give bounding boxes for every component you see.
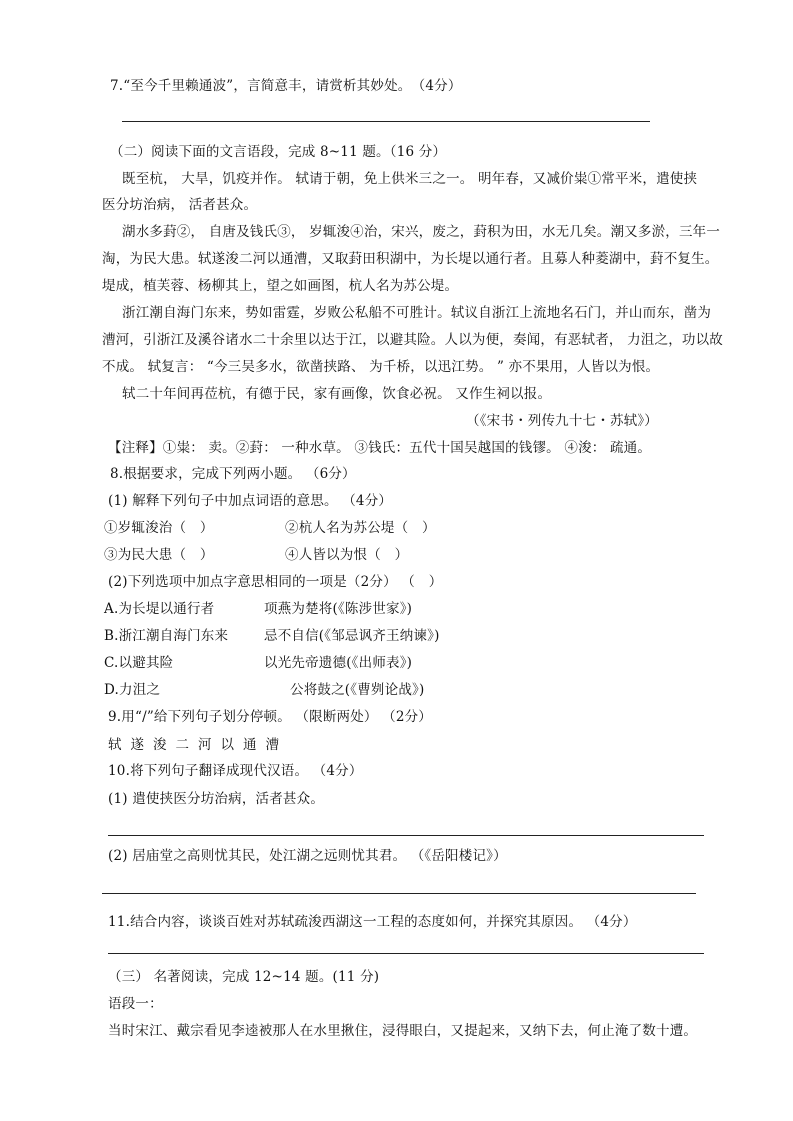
question-10-s2: (2) 居庙堂之高则忧其民，处江湖之远则忧其君。 （《岳阳楼记》） (108, 848, 507, 864)
passage-line: 堤成，植芙蓉、杨柳其上，望之如画图，杭人名为苏公堤。 (102, 278, 459, 294)
question-11: 11.结合内容，谈谈百姓对苏轼疏浚西湖这一工程的态度如何，并探究其原因。 （4分） (108, 914, 637, 930)
option-right: 以光先帝遗德(《出师表》) (264, 655, 413, 671)
option-left: A.为长堤以通行者 (104, 601, 215, 617)
passage-line: 淘，为民大患。轼遂浚二河以通漕，又取葑田积湖中，为长堤以通行者。且募人种菱湖中，葑不复生。 (102, 251, 719, 267)
excerpt-text: 当时宋江、戴宗看见李逵被那人在水里揪住，浸得眼白，又提起来，又纳下去，何止淹了数十遭。 (108, 1023, 698, 1039)
passage-line: 不成。 轼复言： “今三吴多水，欲凿挟路、 为千桥，以迅江势。 ” 亦不果用，人皆以为恨。 (102, 359, 660, 375)
question-8-sub1: (1) 解释下列句子中加点词语的意思。 （4分） (108, 493, 393, 509)
passage-line: 湖水多葑②， 自唐及钱氏③， 岁辄浚④治，宋兴，废之，葑积为田，水无几矣。潮又多淤，三年一 (122, 224, 721, 240)
answer-line (108, 835, 704, 836)
answer-line (108, 953, 704, 954)
question-9: 9.用“/”给下列句子划分停顿。 （限断两处） （2分） (108, 709, 433, 725)
question-7: 7.“至今千里赖通波”，言简意丰，请赏析其妙处。 （4分） (110, 78, 462, 94)
option-right: 忌不自信(《邹忌讽齐王纳谏》) (264, 628, 440, 644)
option-right: 项燕为楚将(《陈涉世家》) (264, 601, 413, 617)
question-8-sub2: (2)下列选项中加点字意思相同的一项是（2分） （ ） (108, 574, 443, 590)
section-2-heading: （二）阅读下面的文言语段，完成 8~11 题。（16 分） (110, 144, 447, 160)
excerpt-label: 语段一： (108, 996, 163, 1012)
question-9-sentence: 轼遂浚二河以通漕 (108, 737, 288, 753)
passage-source: （《宋书・列传九十七・苏轼》） (466, 413, 658, 429)
section-3-heading: （三） 名著阅读，完成 12~14 题。(11 分) (108, 969, 380, 985)
option-left: B.浙江潮自海门东来 (104, 628, 229, 644)
passage-line: 漕河，引浙江及溪谷诸水二十余里以达于江，以避其险。人以为便，奏闻，有恶轼者， 力沮之，功以故 (102, 332, 723, 348)
option-left: D.力沮之 (104, 682, 161, 698)
passage-notes: 【注释】①粜： 卖。②葑： 一种水草。 ③钱氏：五代十国吴越国的钱镠。 ④浚： 疏通。 (108, 440, 652, 456)
passage-line: 既至杭， 大旱，饥疫并作。 轼请于朝，免上供米三之一。 明年春，又减价粜①常平米，遣使挟 (122, 171, 698, 187)
question-8-item: ②杭人名为苏公堤（ ） (285, 520, 436, 536)
answer-line (122, 121, 650, 122)
passage-line: 轼二十年间再莅杭，有德于民，家有画像，饮食必祝。 又作生祠以报。 (122, 386, 552, 402)
question-8: 8.根据要求，完成下列两小题。 （6分） (110, 466, 356, 482)
answer-line (102, 893, 696, 894)
question-8-item: ①岁辄浚治（ ） (104, 520, 214, 536)
passage-line: 浙江潮自海门东来，势如雷霆，岁败公私船不可胜计。轼议自浙江上流地名石门，并山而东，凿为 (122, 305, 712, 321)
question-10-s1: (1) 遣使挟医分坊治病，活者甚众。 (108, 791, 325, 807)
question-8-item: ④人皆以为恨（ ） (285, 547, 409, 563)
question-10: 10.将下列句子翻译成现代汉语。 （4分） (108, 763, 363, 779)
question-8-item: ③为民大患（ ） (104, 547, 214, 563)
option-right: 公将鼓之(《曹刿论战》) (290, 682, 425, 698)
passage-line: 医分坊治病， 活者甚众。 (102, 197, 258, 213)
option-left: C.以避其险 (104, 655, 174, 671)
